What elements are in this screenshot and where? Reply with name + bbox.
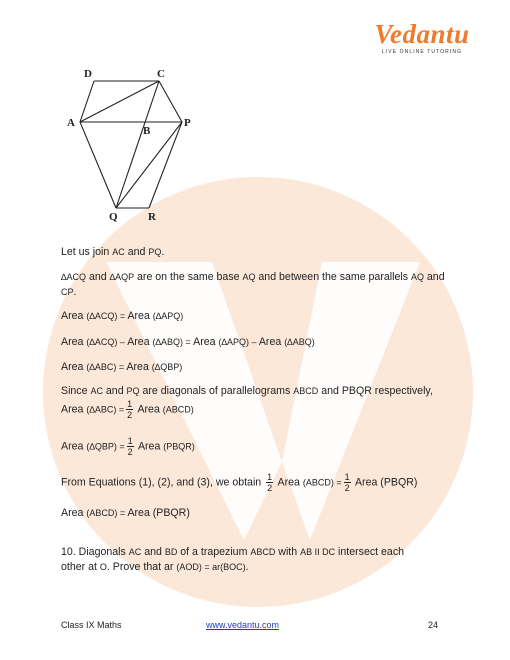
equation-1: Area (∆ACQ) = Area (∆APQ) bbox=[61, 310, 184, 322]
since-line: Since AC and PQ are diagonals of parallelograms ABCD and PBQR respectively, bbox=[61, 385, 433, 397]
label-r: R bbox=[148, 211, 156, 222]
conclusion-line: From Equations (1), (2), and (3), we obtain $\frac{1}{2}$ Area (ABCD) = $\frac{1}{2}$ Area (PBQR) bbox=[61, 472, 418, 493]
final-equation: Area (ABCD) = Area (PBQR) bbox=[61, 507, 190, 519]
page-number: 24 bbox=[428, 620, 439, 630]
question-10: 10. Diagonals AC and BD of a trapezium ABCD with AB II DC intersect each bbox=[61, 546, 405, 558]
equation-5: Area (∆QBP) = $\frac{1}{2}$ Area (PBQR) bbox=[61, 436, 195, 457]
brand-tagline: LIVE ONLINE TUTORING bbox=[381, 49, 463, 55]
label-b: B bbox=[143, 125, 151, 137]
equation-3: Area (∆ABC) = Area (∆QBP) bbox=[61, 361, 183, 373]
label-a: A bbox=[67, 117, 75, 129]
edge-pr bbox=[149, 122, 182, 208]
edge-aq bbox=[80, 122, 116, 208]
fraction-half: $\frac{1}{2}$ bbox=[127, 436, 133, 457]
brand-logo bbox=[372, 20, 472, 55]
same-base-line-cont: CP. bbox=[61, 286, 77, 298]
label-c: C bbox=[157, 68, 165, 80]
join-line: Let us join AC and PQ. bbox=[61, 246, 165, 258]
question-10-cont: other at O. Prove that ar (AOD) = ar(BOC). bbox=[61, 561, 249, 573]
brand-name: Vedantu bbox=[374, 19, 470, 49]
label-p: P bbox=[184, 117, 191, 129]
footer-class: Class IX Maths bbox=[61, 620, 122, 630]
fraction-half: $\frac{1}{2}$ bbox=[344, 472, 350, 493]
fraction-half: $\frac{1}{2}$ bbox=[127, 399, 133, 420]
label-d: D bbox=[84, 68, 92, 80]
fraction-half: $\frac{1}{2}$ bbox=[267, 472, 273, 493]
equation-2: Area (∆ACQ) – Area (∆ABQ) = Area (∆APQ) – Area (∆ABQ) bbox=[61, 336, 315, 348]
equation-4: Area (∆ABC) = $\frac{1}{2}$ Area (ABCD) bbox=[61, 399, 194, 420]
edge-cp bbox=[159, 81, 182, 122]
geometry-figure bbox=[64, 64, 204, 222]
footer-link[interactable]: www.vedantu.com bbox=[206, 620, 280, 630]
same-base-line: ∆ACQ and ∆AQP are on the same base AQ and between the same parallels AQ and bbox=[61, 271, 445, 283]
label-q: Q bbox=[109, 211, 118, 222]
